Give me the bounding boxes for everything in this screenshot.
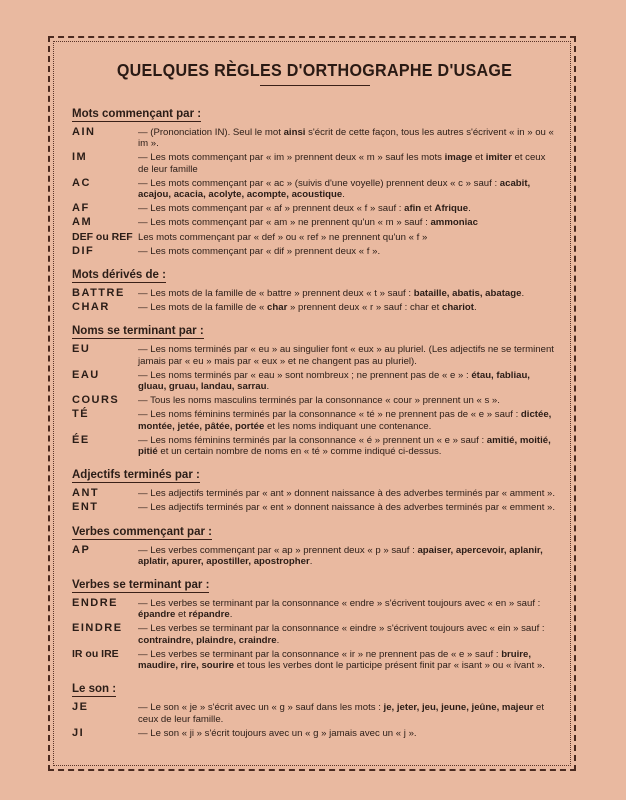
rule-key: ÉE: [72, 433, 90, 446]
rule-row: [72, 409, 557, 431]
title-underline: [260, 85, 370, 86]
section: [72, 679, 557, 739]
section-heading: Verbes commençant par :: [72, 525, 212, 538]
rule-row: [72, 545, 557, 567]
rule-key: EINDRE: [72, 622, 123, 635]
rule-row: [72, 623, 557, 645]
rules-list: [72, 104, 557, 739]
rule-key: AF: [72, 202, 90, 215]
rule-row: [72, 178, 557, 200]
rule-key: DEF ou REF: [72, 230, 133, 243]
rule-row: [72, 702, 557, 724]
rule-key: IM: [72, 151, 88, 164]
rule-text: — Les mots commençant par « am » ne prennent qu'un « m » sauf : ammoniac: [138, 217, 478, 229]
rule-text: Les mots commençant par « def » ou « ref » ne prennent qu'un « f »: [138, 231, 428, 243]
rule-key: AM: [72, 216, 93, 229]
rule-row: [72, 203, 557, 214]
rule-key: AC: [72, 176, 91, 189]
rule-text: — Le son « ji » s'écrit toujours avec un « g » jamais avec un « j ».: [138, 727, 417, 739]
rule-row: [72, 502, 557, 513]
rule-row: [72, 152, 557, 174]
rule-row: [72, 127, 557, 149]
rule-text: — Les mots commençant par « im » prennent deux « m » sauf les mots image et imiter et ceux de leur famille: [138, 152, 546, 175]
rule-key: CHAR: [72, 301, 110, 314]
rule-key: EAU: [72, 368, 100, 381]
rule-row: [72, 232, 557, 243]
rule-row: [72, 488, 557, 499]
rule-text: — Les noms féminins terminés par la consonnance « é » prennent un « e » sauf : amitié, moitié, pitié et un certain nombre de noms en « té » comme indiqué ci-dessus.: [138, 434, 551, 458]
section-heading: Le son :: [72, 683, 117, 696]
document-body: [72, 54, 557, 747]
section-heading: Mots commençant par :: [72, 108, 202, 120]
rule-row: [72, 217, 557, 228]
rule-row: [72, 370, 557, 392]
rule-key: JE: [72, 701, 89, 714]
section-heading: Noms se terminant par :: [72, 325, 204, 338]
rule-text: — Les verbes commençant par « ap » prennent deux « p » sauf : apaiser, apercevoir, aplanir, aplatir, apurer, apostiller, apostropher.: [138, 544, 543, 567]
rule-key: AIN: [72, 126, 96, 138]
section: [72, 104, 557, 257]
rule-text: — Les mots de la famille de « battre » prennent deux « t » sauf : bataille, abatis, abatage.: [138, 288, 525, 300]
section: [72, 575, 557, 671]
rule-key: ENT: [72, 501, 99, 514]
rule-row: [72, 435, 557, 457]
rule-row: [72, 246, 557, 257]
rule-text: — Les noms terminés par « eu » au singulier font « eux » au pluriel. (Les adjectifs ne se terminent jamais par « eu » mais par « eux » et ne changent pas au pluriel).: [138, 344, 554, 367]
rule-text: — Les noms féminins terminés par la consonnance « té » ne prennent pas de « e » sauf : dictée, montée, jetée, pâtée, portée et les noms indiquant une contenance.: [138, 409, 552, 432]
rule-text: — Les mots commençant par « dif » prennent deux « f ».: [138, 245, 381, 257]
section: [72, 265, 557, 313]
rule-row: [72, 728, 557, 739]
rule-row: [72, 649, 557, 671]
rule-key: IR ou IRE: [72, 647, 119, 660]
section: [72, 522, 557, 567]
section-heading: Verbes se terminant par :: [72, 579, 210, 592]
rule-row: [72, 288, 557, 299]
rule-text: — Tous les noms masculins terminés par la consonnance « cour » prennent un « s ».: [138, 395, 500, 407]
rule-row: [72, 302, 557, 313]
rule-text: — Les verbes se terminant par la consonnance « ir » ne prennent pas de « e » sauf : bruire, maudire, rire, sourire et tous les verbes dont le participe présent finit par « isant » ou « ivant ».: [138, 648, 545, 672]
section: [72, 465, 557, 513]
rule-row: [72, 395, 557, 406]
rule-key: BATTRE: [72, 287, 125, 300]
rule-text: — (Prononciation IN). Seul le mot ainsi s'écrit de cette façon, tous les autres s'écrivent « in » ou « im ».: [138, 127, 554, 150]
rule-key: COURS: [72, 394, 120, 407]
section: [72, 321, 557, 457]
section-heading: Mots dérivés de :: [72, 269, 166, 282]
page-title: QUELQUES RÈGLES D'ORTHOGRAPHE D'USAGE: [116, 60, 513, 80]
rule-key: AP: [72, 543, 91, 556]
rule-text: — Le son « je » s'écrit avec un « g » sauf dans les mots : je, jeter, jeu, jeune, jeûne, majeur et ceux de leur famille.: [138, 702, 545, 725]
rule-row: [72, 344, 557, 366]
rule-text: — Les noms terminés par « eau » sont nombreux ; ne prennent pas de « e » : étau, fabliau, gluau, gruau, landau, sarrau.: [138, 369, 530, 393]
rule-key: EU: [72, 343, 91, 356]
rule-text: — Les adjectifs terminés par « ent » donnent naissance à des adverbes terminés par « emment ».: [138, 502, 556, 514]
rule-key: TÉ: [72, 408, 90, 421]
rule-text: — Les mots commençant par « af » prennent deux « f » sauf : afin et Afrique.: [138, 203, 471, 215]
rule-row: [72, 598, 557, 620]
rule-key: ENDRE: [72, 597, 119, 610]
rule-key: DIF: [72, 244, 95, 257]
rule-key: ANT: [72, 487, 100, 500]
rule-text: — Les verbes se terminant par la consonnance « eindre » s'écrivent toujours avec « ein » sauf : contraindre, plaindre, craindre.: [138, 623, 545, 646]
section-heading: Adjectifs terminés par :: [72, 469, 200, 482]
rule-text: — Les adjectifs terminés par « ant » donnent naissance à des adverbes terminés par « amment ».: [138, 488, 556, 500]
rule-text: — Les mots commençant par « ac » (suivis d'une voyelle) prennent deux « c » sauf : acabit, acajou, acacia, acolyte, acompte, acoustique.: [138, 177, 531, 201]
rule-text: — Les mots de la famille de « char » prennent deux « r » sauf : char et chariot.: [138, 302, 477, 314]
rule-key: JI: [72, 726, 85, 739]
rule-text: — Les verbes se terminant par la consonnance « endre » s'écrivent toujours avec « en » sauf : épandre et répandre.: [138, 598, 541, 621]
